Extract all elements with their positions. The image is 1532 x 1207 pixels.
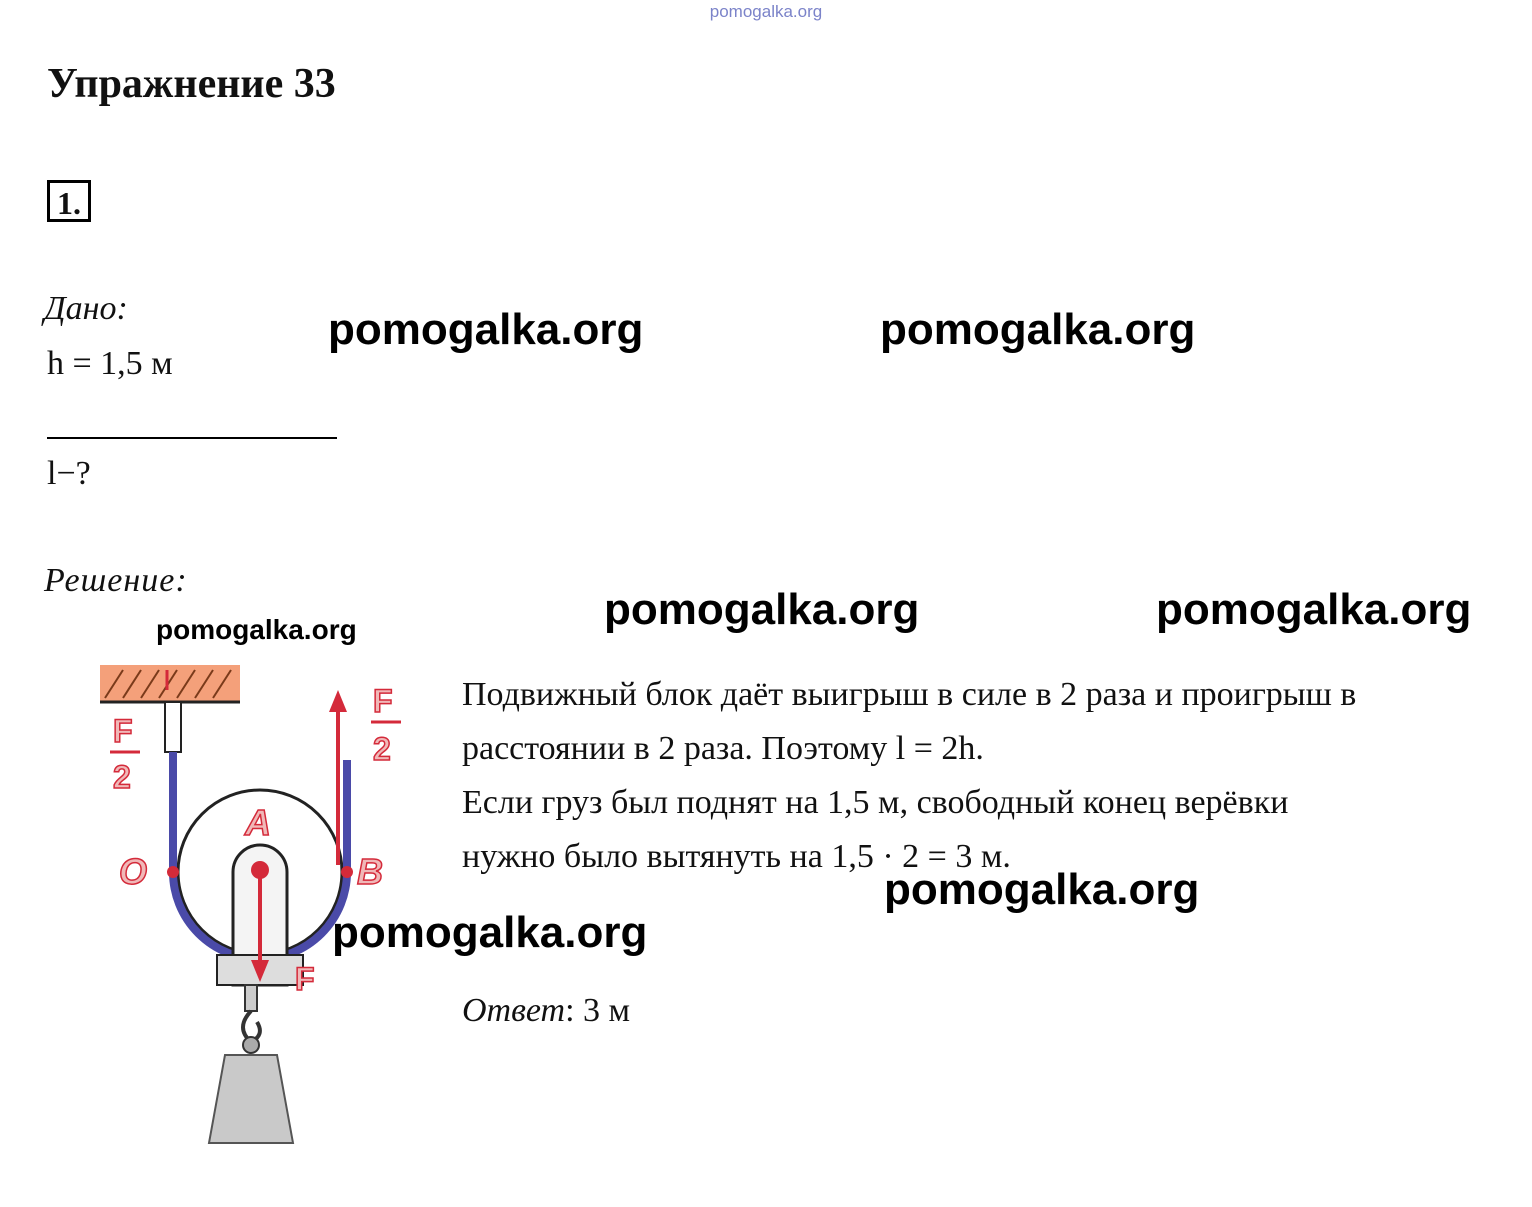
label-2-left: 2 [113,759,131,795]
answer-value: : 3 м [565,992,631,1029]
label-A: A [245,802,271,843]
solution-line: Подвижный блок даёт выигрыш в силе в 2 раза и проигрыш в [462,676,1357,713]
weight [209,1055,293,1143]
label-B: B [357,851,383,892]
label-O: O [119,851,148,892]
solution-line: Если груз был поднят на 1,5 м, свободный конец верёвки [462,784,1289,821]
answer-label: Ответ [462,992,566,1029]
exercise-title: Упражнение 33 [47,61,336,107]
find-value: l−? [47,455,91,492]
given-label: Дано: [44,290,128,327]
watermark: pomogalka.org [1156,585,1472,634]
label-F-bottom: F [295,961,315,997]
watermark: pomogalka.org [332,908,648,957]
ceiling [100,665,240,701]
site-header-watermark: pomogalka.org [709,2,823,21]
watermark: pomogalka.org [156,614,357,645]
given-divider [47,437,337,439]
watermark: pomogalka.org [880,305,1196,354]
given-value: h = 1,5 м [47,345,173,382]
solution-label: Решение: [44,562,188,599]
watermark: pomogalka.org [328,305,644,354]
label-2-right: 2 [373,731,391,767]
label-F-right: F [373,683,393,719]
solution-line: расстоянии в 2 раза. Поэтому l = 2h. [462,730,984,767]
solution-text [462,668,1512,884]
watermark: pomogalka.org [604,585,920,634]
problem-number-box: 1. [47,180,91,222]
label-F-left: F [113,713,133,749]
watermark: pomogalka.org [884,865,1200,914]
solution-line: нужно было вытянуть на 1,5 · 2 = 3 м. [462,838,1011,875]
answer [462,992,630,1030]
